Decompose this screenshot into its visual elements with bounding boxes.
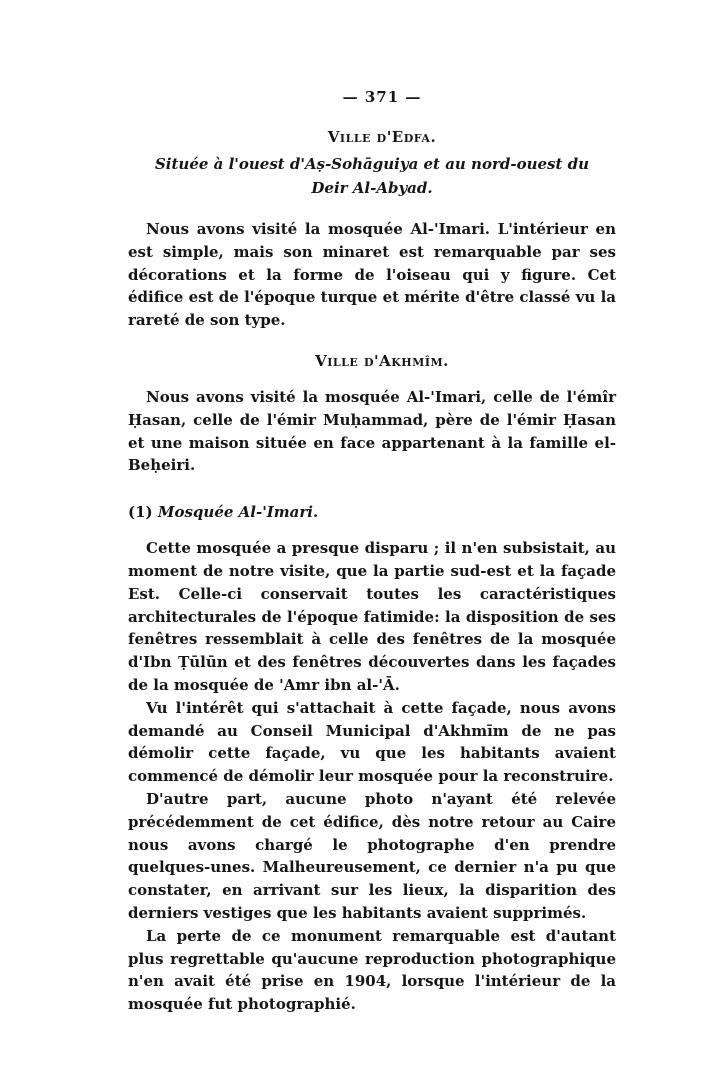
note-number: (1) <box>128 503 153 522</box>
note-paragraph-2: Vu l'intérêt qui s'attachait à cette façade, nous avons demandé au Conseil Municipal d'Akhmīm de ne pas démolir cette façade, vu que les habitants avaient commencé de démolir leur mosquée pour la reconstruire. <box>128 698 616 786</box>
section-title-edfa: Ville d'Edfa. <box>327 128 437 146</box>
page-number: — 371 — <box>342 88 422 106</box>
note-paragraph-4: La perte de ce monument remarquable est d'autant plus regrettable qu'aucune reproduction photographique n'en avait été prise en 1904, lorsque l'intérieur de la mosquée fut photographié. <box>128 926 616 1014</box>
paragraph-akhmim: Nous avons visité la mosquée Al-'Imari, celle de l'émîr Ḥasan, celle de l'émir Muḥammad, père de l'émir Ḥasan et une maison située en face appartenant à la famille el-Beḥeiri. <box>128 387 616 475</box>
paragraph-edfa: Nous avons visité la mosquée Al-'Imari. L'intérieur en est simple, mais son minaret est remarquable par ses décorations et la forme de l'oiseau qui y figure. Cet édifice est de l'époque turque et mérite d'être classé vu la rareté de son type. <box>128 220 616 330</box>
page-body <box>128 88 616 1016</box>
section-subtitle-edfa: Située à l'ouest d'Aṣ-Sohāguiya et au nord-ouest du Deir Al-Abyad. <box>154 155 590 197</box>
note-title: Mosquée Al-'Imari. <box>157 503 319 522</box>
note-paragraph-3: D'autre part, aucune photo n'ayant été relevée précédemment de cet édifice, dès notre retour au Caire nous avons chargé le photographe d'en prendre quelques-unes. Malheureusement, ce dernier n'a pu que constater, en arrivant sur les lieux, la disparition des derniers vestiges que les habitants avaient supprimés. <box>128 789 616 922</box>
note-paragraph-1: Cette mosquée a presque disparu ; il n'en subsistait, au moment de notre visite, que la partie sud-est et la façade Est. Celle-ci conservait toutes les caractéristiques architecturales de l'époque fatimide: la disposition de ses fenêtres ressemblait à celle des fenêtres de la mosquée d'Ibn Ṭūlūn et des fenêtres découvertes dans les façades de la mosquée de 'Amr ibn al-'Ā. <box>128 539 616 694</box>
section-title-akhmim: Ville d'Akhmîm. <box>315 351 449 370</box>
note-heading <box>128 503 616 521</box>
